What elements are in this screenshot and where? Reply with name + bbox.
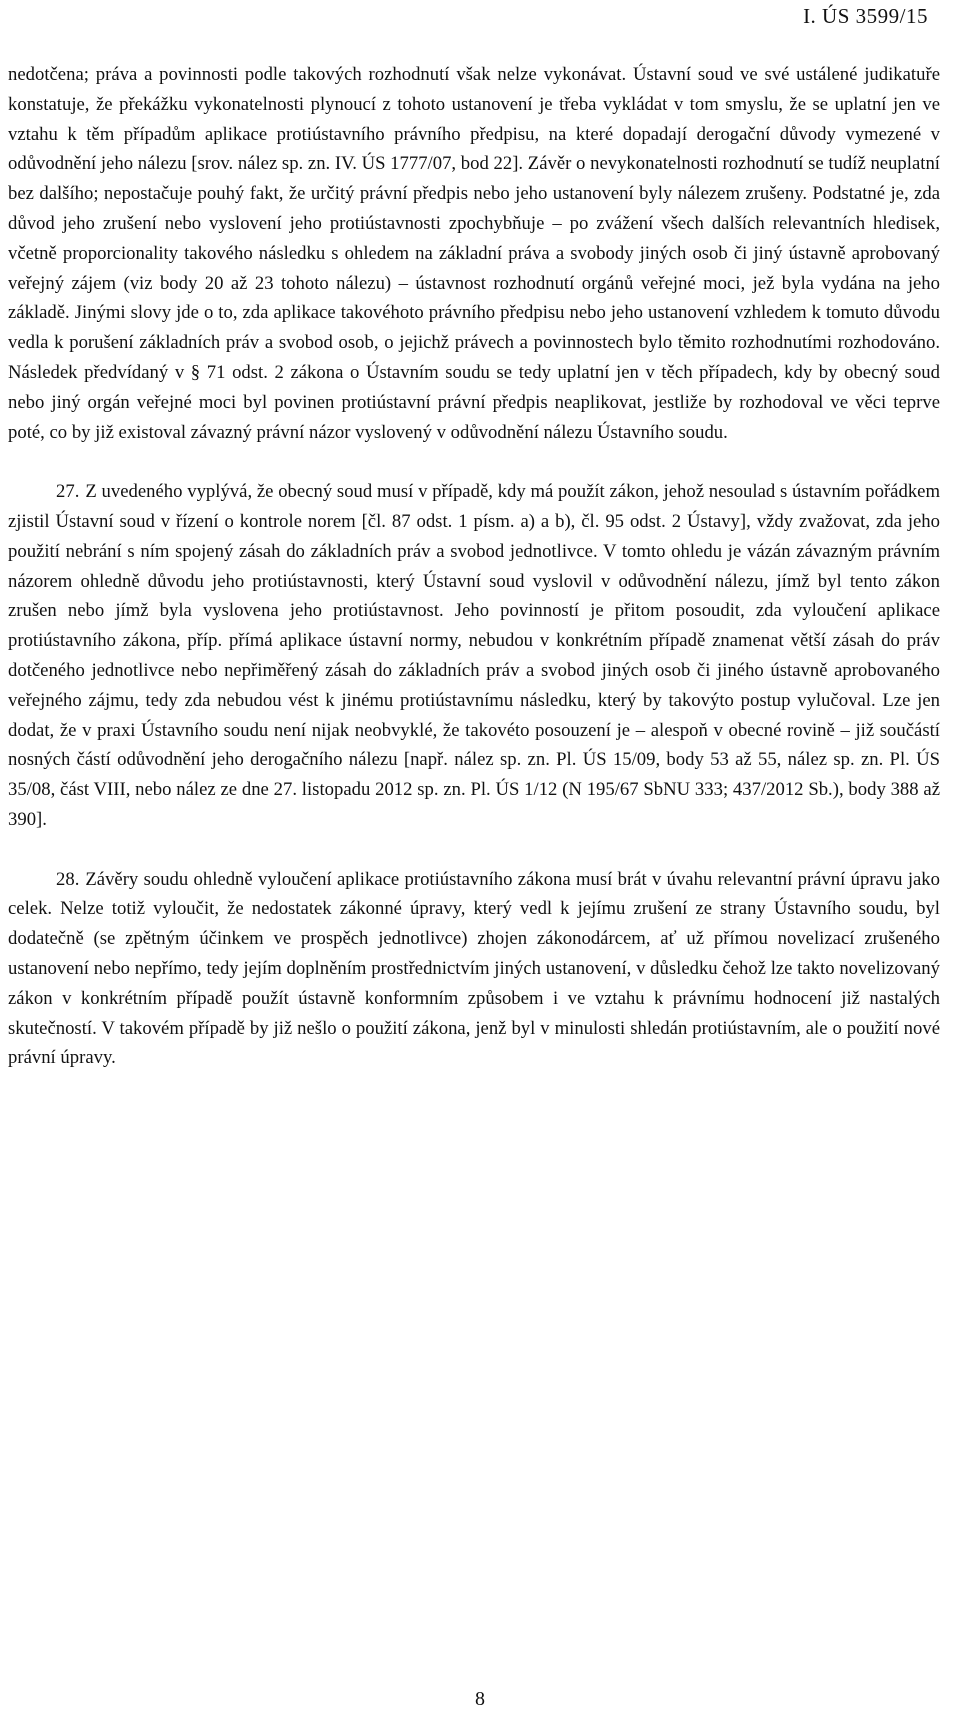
document-body (8, 60, 940, 1073)
paragraph-text: Závěry soudu ohledně vyloučení aplikace protiústavního zákona musí brát v úvahu relevantní právní úpravu jako celek. Nelze totiž vyloučit, že nedostatek zákonné úpravy, který vedl k jejímu zrušení ze strany Ústavního soudu, byl dodatečně (se zpětným účinkem ve prospěch jednotlivce) zhojen zákonodárcem, ať už přímou novelizací zrušeného ustanovení nebo nepřímo, tedy jejím doplněním prostřednictvím jiných ustanovení, v důsledku čehož lze takto novelizovaný zákon v konkrétním případě použít ústavně konformním způsobem i ve vztahu k právnímu hodnocení již nastalých skutečností. V takovém případě by již nešlo o použití zákona, jenž byl v minulosti shledán protiústavním, ale o použití nové právní úpravy. (8, 868, 940, 1069)
paragraph-number: 28. (56, 868, 80, 890)
page-number: 8 (475, 1688, 485, 1710)
paragraph-continuation (8, 60, 940, 447)
paragraph-28 (8, 865, 940, 1074)
paragraph-text: nedotčena; práva a povinnosti podle takových rozhodnutí však nelze vykonávat. Ústavní soud ve své ustálené judikatuře konstatuje, že překážku vykonatelnosti plynoucí z tohoto ustanovení je třeba vykládat v tom smyslu, že se uplatní jen ve vztahu k těm případům aplikace protiústavního právního předpisu, na které dopadají derogační důvody vymezené v odůvodnění jeho nálezu [srov. nález sp. zn. IV. ÚS 1777/07, bod 22]. Závěr o nevykonatelnosti rozhodnutí se tudíž neuplatní bez dalšího; nepostačuje pouhý fakt, že určitý právní předpis nebo jeho ustanovení byly nálezem zrušeny. Podstatné je, zda důvod jeho zrušení nebo vyslovení jeho protiústavnosti zpochybňuje – po zvážení všech dalších relevantních hledisek, včetně proporcionality takového následku s ohledem na základní práva a svobody jiných osob či jiný ústavně aprobovaný veřejný zájem (viz body 20 až 23 tohoto nálezu) – ústavnost rozhodnutí orgánů veřejné moci, jež byla vydána na jeho základě. Jinými slovy jde o to, zda aplikace takovéhoto právního předpisu nebo jeho ustanovení vzhledem k tomuto důvodu vedla k porušení základních práv a svobod osob, o jejichž právech a povinnostech bylo těmito rozhodnutími rozhodováno. Následek předvídaný v § 71 odst. 2 zákona o Ústavním soudu se tedy uplatní jen v těch případech, kdy by obecný soud nebo jiný orgán veřejné moci byl povinen protiústavní právní předpis neaplikovat, jestliže by rozhodoval ve věci teprve poté, co by již existoval závazný právní názor vyslovený v odůvodnění nálezu Ústavního soudu. (8, 64, 940, 443)
paragraph-text: Z uvedeného vyplývá, že obecný soud musí v případě, kdy má použít zákon, jehož nesoulad s ústavním pořádkem zjistil Ústavní soud v řízení o kontrole norem [čl. 87 odst. 1 písm. a) a b), čl. 95 odst. 2 Ústavy], vždy zvažovat, zda jeho použití nebrání s ním spojený zásah do základních práv a svobod jednotlivce. V tomto ohledu je vázán závazným právním názorem ohledně důvodu jeho protiústavnosti, který Ústavní soud vyslovil v odůvodnění nálezu, jímž byl tento zákon zrušen nebo jímž byla vyslovena jeho protiústavnost. Jeho povinností je přitom posoudit, zda vyloučení aplikace protiústavního zákona, příp. přímá aplikace ústavní normy, nebudou v konkrétním případě znamenat větší zásah do práv dotčeného jednotlivce nebo nepřiměřený zásah do základních práv a svobod jiných osob či jiného ústavně aprobovaného veřejného zájmu, tedy zda nebudou vést k jinému protiústavnímu následku, který by takovýto postup vylučoval. Lze jen dodat, že v praxi Ústavního soudu není nijak neobvyklé, že takovéto posouzení je – alespoň v obecné rovině – již součástí nosných částí odůvodnění jeho derogačního nálezu [např. nález sp. zn. Pl. ÚS 15/09, body 53 až 55, nález sp. zn. Pl. ÚS 35/08, část VIII, nebo nález ze dne 27. listopadu 2012 sp. zn. Pl. ÚS 1/12 (N 195/67 SbNU 333; 437/2012 Sb.), body 388 až 390]. (8, 481, 940, 830)
paragraph-number: 27. (56, 481, 80, 503)
case-number-header: I. ÚS 3599/15 (803, 4, 928, 28)
paragraph-27 (8, 477, 940, 835)
